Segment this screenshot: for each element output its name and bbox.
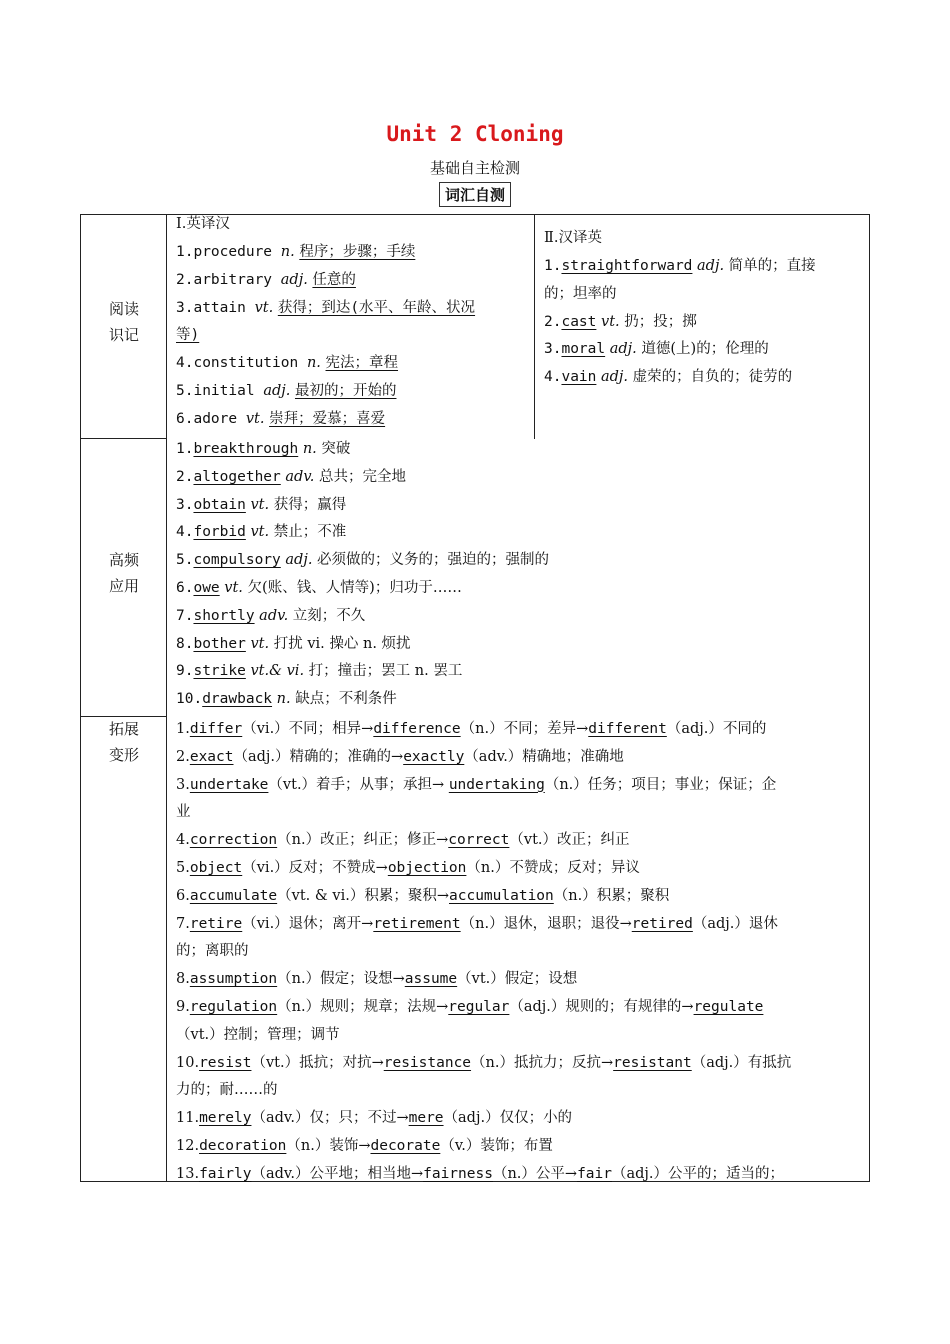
e2c-answer: 程序；步骤；手续 [299,244,416,260]
item-number: 4. [544,369,562,386]
expansion-text: （vi.）退休；离开→ [242,915,374,932]
section-label-wrap [0,182,950,207]
expansion-text: 5. [176,860,190,876]
part-of-speech: n. [298,441,317,457]
expansion-text: （n.）退休，退职；退役→ [460,915,632,932]
expansion-text: （n.）公平→ [492,1165,578,1182]
expansion-answer: mere [408,1110,444,1127]
c2e-item [544,312,697,332]
expansion-text: 8. [176,971,190,988]
e2c-answer: 最初的；开始的 [294,383,397,399]
e2c-word: 4.constitution [176,355,307,372]
expansion-item [176,941,249,961]
expansion-item [176,747,624,767]
expansion-answer: accumulation [449,887,554,904]
expansion-text: 的；离职的 [176,943,249,960]
c2e-meaning: 的；坦率的 [544,285,617,302]
part-of-speech: adj. [596,369,629,386]
e2c-item [176,325,199,345]
expansion-answer: regular [448,999,510,1015]
part-of-speech: n. [280,244,295,260]
c2e-meaning: 虚荣的；自负的；徒劳的 [628,369,793,386]
expansion-text: （adv.）公平地；相当地→ [251,1165,424,1182]
frequent-meaning: 立刻；不久 [288,607,366,624]
c2e-heading: Ⅱ.汉译英 [544,230,602,246]
category-expansion [81,716,167,768]
category-label-line: 识记 [108,326,139,344]
e2c-answer: 任意的 [312,271,356,288]
c2e-item [544,284,617,304]
expansion-item [176,1080,278,1100]
expansion-answer: merely [199,1110,252,1127]
reading-inner-divider [534,214,535,439]
category-label-line: 应用 [108,577,139,595]
item-number: 2. [544,313,562,330]
part-of-speech: adj. [263,383,291,399]
expansion-text: 2. [176,748,190,765]
part-of-speech: vt. [219,580,243,596]
expansion-text: （vt.）着手；从事；承担→ [268,776,449,793]
frequent-item [176,606,365,626]
expansion-answer: resistance [383,1054,472,1071]
item-number: 5. [176,552,194,569]
expansion-item [176,997,763,1017]
expansion-text: （vt. & vi.）积累；聚积→ [277,887,449,904]
part-of-speech: vt. [245,635,270,652]
c2e-answer: cast [561,313,597,330]
expansion-item [176,802,191,822]
e2c-word: 1.procedure [176,244,281,260]
expansion-answer: regulation [189,999,278,1015]
category-label-line: 高频 [108,551,139,569]
expansion-item [176,719,766,739]
expansion-answer: resistant [613,1054,692,1071]
frequent-answer: breakthrough [193,441,299,457]
part-of-speech: n. [306,355,321,372]
category-reading [81,296,167,348]
expansion-answer: regulate [693,999,764,1015]
expansion-text: 7. [176,915,190,932]
frequent-meaning: 缺点；不利条件 [290,691,397,708]
expansion-text: 10. [176,1054,200,1071]
expansion-text: （adv.）精确地；准确地 [464,748,624,765]
expansion-text: 力的；耐……的 [176,1082,278,1099]
frequent-item [176,578,462,598]
frequent-meaning: 突破 [316,441,351,457]
expansion-text: （n.）不同；差异→ [460,721,589,737]
frequent-item [176,634,411,654]
expansion-answer: assume [404,971,458,988]
expansion-answer: undertaking [448,776,545,793]
part-of-speech: adj. [280,271,308,288]
expansion-text: （adj.）退休 [692,915,778,932]
row-divider-1 [80,438,167,439]
e2c-item [176,353,398,373]
e2c-item [176,298,475,318]
expansion-text: 业 [176,804,191,821]
category-label-line: 变形 [108,746,139,764]
frequent-item [176,439,350,459]
expansion-text: （vt.）假定；设想 [457,971,578,988]
expansion-text: （adj.）仅仅；小的 [443,1110,573,1127]
e2c-word: 3.attain [176,299,255,316]
expansion-item [176,1136,553,1156]
category-label-line: 拓展 [108,720,139,738]
frequent-meaning: 获得；赢得 [269,496,347,513]
expansion-answer: difference [373,721,461,737]
item-number: 1. [176,441,194,457]
frequent-meaning: 欠(账、钱、人情等)；归功于…… [242,580,462,596]
expansion-text: 9. [176,999,190,1015]
expansion-answer: accumulate [189,887,278,904]
expansion-answer: correction [189,832,278,849]
expansion-item [176,969,577,989]
expansion-text: 12. [176,1138,200,1154]
expansion-text: 1. [176,721,190,737]
expansion-text: （adj.）规则的；有规律的→ [509,999,694,1015]
expansion-item [176,775,776,795]
expansion-answer: different [588,721,667,737]
item-number: 1. [544,258,562,274]
expansion-item [176,1108,572,1128]
frequent-meaning: 必须做的；义务的；强迫的；强制的 [312,552,550,569]
item-number: 4. [176,524,194,541]
c2e-answer: moral [561,341,606,358]
e2c-answer: 等) [176,327,200,344]
c2e-answer: straightforward [561,258,693,274]
expansion-item [176,1164,784,1184]
expansion-text: （n.）抵抗力；反抗→ [471,1054,614,1071]
frequent-item [176,689,397,709]
item-number: 2. [176,468,194,485]
part-of-speech: vt.& vi. [245,663,305,680]
expansion-text: （adj.）精确的；准确的→ [233,748,404,765]
item-number: 9. [176,663,194,680]
expansion-text: （n.）积累；聚积 [553,887,670,904]
expansion-answer: assumption [189,971,278,988]
expansion-answer: resist [199,1054,252,1071]
expansion-text: （n.）假定；设想→ [277,971,405,988]
item-number: 7. [176,607,194,624]
item-number: 3. [544,341,562,358]
expansion-item [176,1053,791,1073]
frequent-answer: forbid [193,524,246,541]
part-of-speech: n. [272,691,291,708]
item-number: 8. [176,635,194,652]
expansion-text: （v.）装饰；布置 [440,1138,553,1154]
frequent-item [176,467,406,487]
page-subtitle: 基础自主检测 [429,159,520,177]
part-of-speech: adv. [254,607,289,624]
frequent-meaning: 总共；完全地 [314,468,407,485]
expansion-answer: exact [189,748,234,765]
frequent-item [176,522,346,542]
expansion-answer: retire [189,915,243,932]
frequent-answer: altogether [193,468,281,485]
expansion-answer: retirement [373,915,461,932]
expansion-text: （adj.）有抵抗 [691,1054,792,1071]
expansion-answer: fairly [199,1165,252,1182]
item-number: 6. [176,580,194,596]
expansion-text: （adj.）不同的 [666,721,767,737]
expansion-answer: differ [189,721,243,737]
frequent-meaning: 打扰 vi. 操心 n. 烦扰 [269,635,411,652]
part-of-speech: vt. [245,496,270,513]
e2c-word: 6.adore [176,410,246,427]
e2c-item [176,409,385,429]
expansion-answer: decoration [199,1138,287,1154]
e2c-heading: Ⅰ.英译汉 [176,216,230,232]
e2c-answer: 宪法；章程 [325,355,399,372]
frequent-item [176,550,549,570]
expansion-text: （n.）任务；项目；事业；保证；企 [544,776,777,793]
e2c-item [176,270,356,290]
item-number: 10. [176,691,203,708]
e2c-word: 5.initial [176,383,264,399]
category-label-line: 阅读 [108,300,139,318]
part-of-speech: vt. [245,524,270,541]
frequent-answer: drawback [202,691,273,708]
frequent-item [176,495,346,515]
frequent-meaning: 禁止；不准 [269,524,347,541]
expansion-text: （n.）改正；纠正；修正→ [277,832,449,849]
expansion-text: （vt.）改正；纠正 [509,832,630,849]
expansion-text: 4. [176,832,190,849]
expansion-answer: undertake [189,776,269,793]
page-title: Unit 2 Cloning [386,122,564,146]
expansion-answer: exactly [403,748,465,765]
part-of-speech: adj. [605,341,637,358]
expansion-answer: correct [448,832,510,849]
expansion-answer: object [189,860,243,876]
e2c-item [176,381,396,401]
e2c-answer: 崇拜；爱慕；喜爱 [269,410,386,427]
expansion-text: 11. [176,1110,200,1127]
frequent-item [176,661,462,681]
expansion-text: （vi.）不同；相异→ [242,721,374,737]
table-border-right [869,214,870,1182]
frequent-answer: strike [193,663,246,680]
c2e-item [544,256,816,276]
part-of-speech: adj. [692,258,725,274]
section-label: 词汇自测 [439,182,511,207]
expansion-answer: retired [631,915,693,932]
table-border-left [80,214,81,1182]
expansion-text: （adv.）仅；只；不过→ [251,1110,409,1127]
expansion-answer: objection [387,860,467,876]
c2e-meaning: 道德(上)的；伦理的 [636,341,769,358]
item-number: 3. [176,496,194,513]
expansion-text: （n.）不赞成；反对；异议 [466,860,640,876]
frequent-answer: bother [193,635,246,652]
expansion-text: （n.）装饰→ [286,1138,371,1154]
part-of-speech: vt. [596,313,620,330]
frequent-answer: owe [193,580,220,596]
frequent-answer: compulsory [193,552,281,569]
e2c-answer: 获得；到达(水平、年龄、状况 [277,299,476,316]
frequent-answer: obtain [193,496,246,513]
e2c-item [176,242,415,262]
category-frequent [81,547,167,599]
c2e-item [544,339,769,359]
expansion-item [176,1025,340,1045]
part-of-speech: vt. [245,410,265,427]
expansion-item [176,914,778,934]
e2c-word: 2.arbitrary [176,271,281,288]
c2e-meaning: 扔；投；掷 [619,313,697,330]
part-of-speech: vt. [254,299,274,316]
frequent-meaning: 打；撞击；罢工 n. 罢工 [304,663,463,680]
expansion-answer: fairness [423,1165,493,1182]
c2e-meaning: 简单的；直接 [724,258,816,274]
expansion-text: 3. [176,776,190,793]
table-column-divider [166,214,167,1182]
expansion-text: （n.）规则；规章；法规→ [277,999,449,1015]
c2e-answer: vain [561,369,597,386]
expansion-answer: decorate [370,1138,441,1154]
expansion-text: （vt.）控制；管理；调节 [176,1026,340,1043]
expansion-text: 6. [176,887,190,904]
expansion-item [176,858,640,878]
expansion-text: 13. [176,1165,200,1182]
part-of-speech: adj. [280,552,313,569]
part-of-speech: adv. [280,468,315,485]
expansion-item [176,886,669,906]
expansion-item [176,830,630,850]
c2e-item [544,367,792,387]
expansion-answer: fair [577,1165,612,1182]
expansion-text: （adj.）公平的；适当的； [611,1165,785,1182]
frequent-answer: shortly [193,607,255,624]
expansion-text: （vt.）抵抗；对抗→ [251,1054,384,1071]
expansion-text: （vi.）反对；不赞成→ [242,860,388,876]
